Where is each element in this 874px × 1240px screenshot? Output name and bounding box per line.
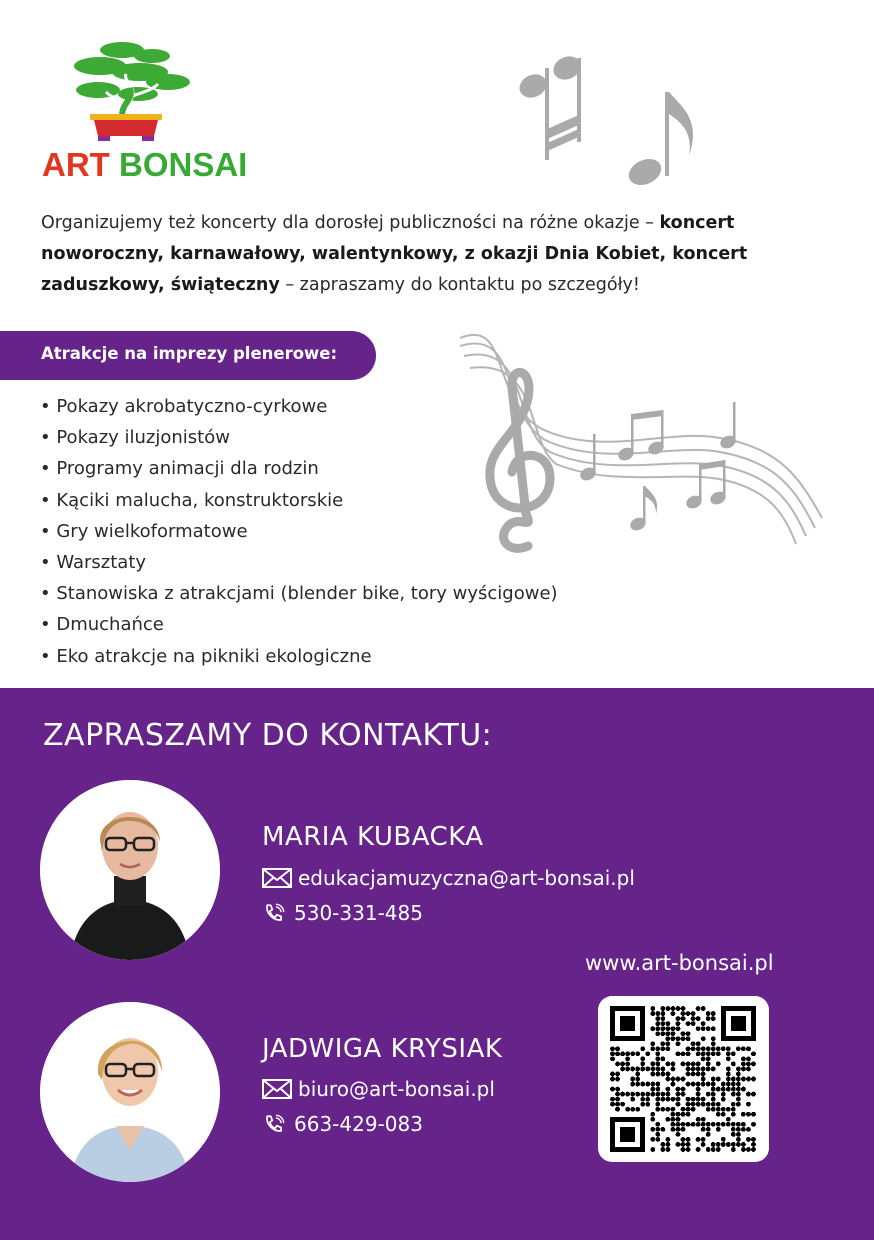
attractions-list bbox=[40, 391, 558, 672]
list-item: • Dmuchańce bbox=[40, 614, 164, 636]
avatar bbox=[40, 1002, 220, 1182]
envelope-icon bbox=[262, 1078, 292, 1100]
section-title: Atrakcje na imprezy plenerowe: bbox=[41, 344, 338, 363]
intro-text-start: Organizujemy też koncerty dla dorosłej publiczności na różne okazje – bbox=[41, 213, 660, 233]
email-line[interactable] bbox=[262, 866, 635, 890]
intro-text-end: – zapraszamy do kontaktu po szczegóły! bbox=[279, 275, 640, 295]
phone-line[interactable] bbox=[262, 901, 423, 925]
section-header bbox=[0, 331, 376, 380]
qr-code bbox=[598, 996, 769, 1162]
list-item: • Stanowiska z atrakcjami (blender bike, tory wyścigowe) bbox=[40, 583, 558, 605]
music-notes-decoration bbox=[505, 48, 715, 198]
list-item: • Programy animacji dla rodzin bbox=[40, 458, 319, 480]
email-link[interactable]: edukacjamuzyczna@art-bonsai.pl bbox=[298, 866, 635, 890]
person-name: JADWIGA KRYSIAK bbox=[262, 1034, 503, 1064]
brand-word-art: ART bbox=[42, 146, 110, 183]
list-item: • Eko atrakcje na pikniki ekologiczne bbox=[40, 645, 372, 667]
list-item: • Warsztaty bbox=[40, 551, 147, 573]
list-item: • Pokazy akrobatyczno-cyrkowe bbox=[40, 396, 328, 417]
email-line[interactable] bbox=[262, 1077, 495, 1101]
list-item: • Gry wielkoformatowe bbox=[40, 520, 248, 542]
email-link[interactable]: biuro@art-bonsai.pl bbox=[298, 1077, 495, 1101]
phone-icon bbox=[262, 1113, 288, 1135]
person-name: MARIA KUBACKA bbox=[262, 822, 484, 852]
intro-concert-types: koncert noworoczny, karnawałowy, walentynkowy, z okazji Dnia Kobiet, koncert zaduszkowy, świąteczny bbox=[41, 213, 748, 295]
brand-word-bonsai: BONSAI bbox=[119, 146, 248, 183]
list-item: • Kąciki malucha, konstruktorskie bbox=[40, 489, 344, 511]
contact-title: ZAPRASZAMY DO KONTAKTU: bbox=[43, 718, 493, 753]
phone-line[interactable] bbox=[262, 1112, 423, 1136]
phone-icon bbox=[262, 902, 288, 924]
phone-link[interactable]: 530-331-485 bbox=[294, 901, 423, 925]
website-link[interactable]: www.art-bonsai.pl bbox=[585, 951, 774, 975]
phone-link[interactable]: 663-429-083 bbox=[294, 1112, 423, 1136]
brand-name bbox=[42, 146, 247, 184]
avatar bbox=[40, 780, 220, 960]
list-item: • Pokazy iluzjonistów bbox=[40, 427, 230, 449]
intro-paragraph bbox=[41, 208, 781, 301]
envelope-icon bbox=[262, 867, 292, 889]
